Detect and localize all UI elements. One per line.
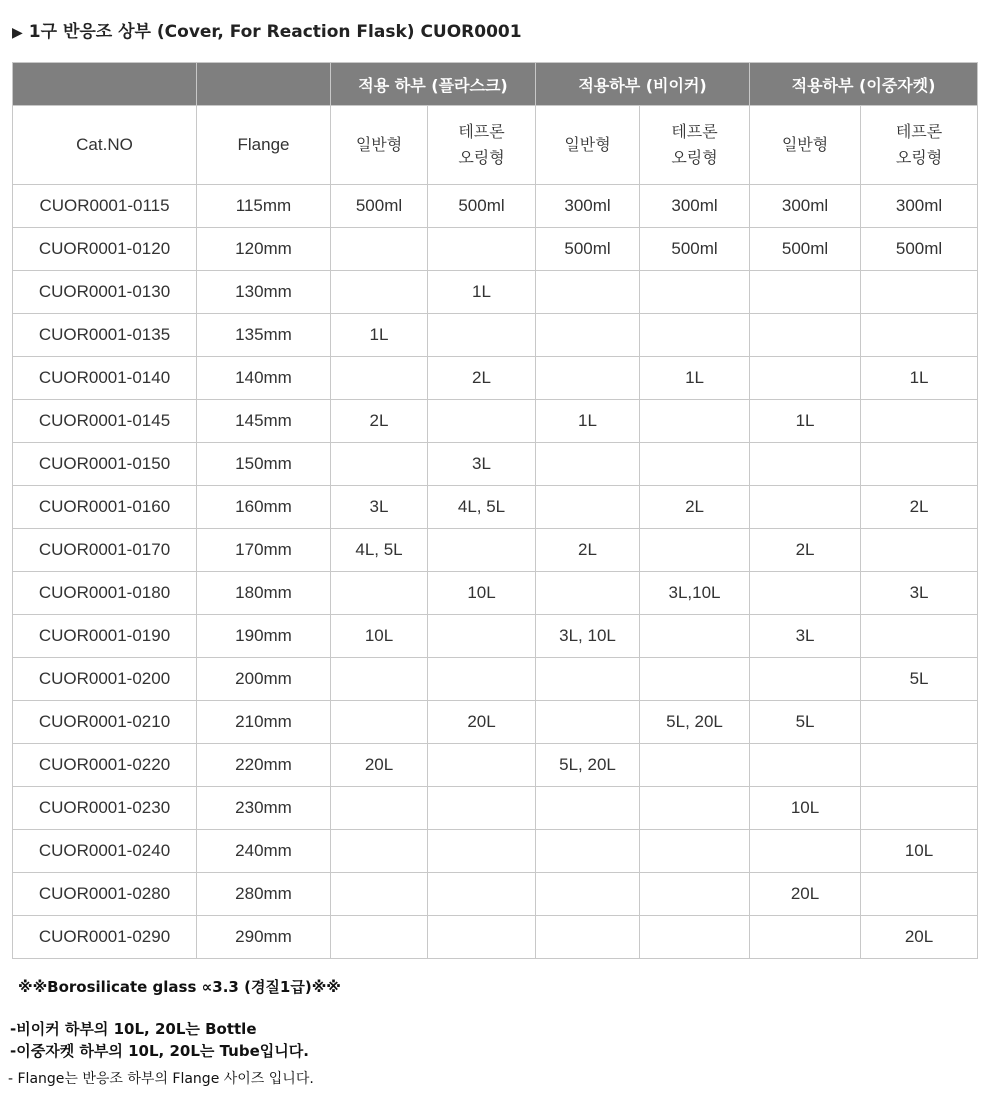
cell-cat-no: CUOR0001-0160 bbox=[13, 486, 197, 529]
cell-cat-no: CUOR0001-0135 bbox=[13, 314, 197, 357]
cell-volume: 20L bbox=[750, 873, 861, 916]
cell-volume bbox=[536, 572, 640, 615]
cell-volume: 1L bbox=[428, 271, 536, 314]
cell-flange: 120mm bbox=[197, 228, 331, 271]
cell-volume: 5L bbox=[861, 658, 978, 701]
cell-volume bbox=[640, 873, 750, 916]
header-flange: Flange bbox=[197, 106, 331, 185]
cell-volume bbox=[536, 701, 640, 744]
cell-volume bbox=[536, 787, 640, 830]
cell-cat-no: CUOR0001-0140 bbox=[13, 357, 197, 400]
table-row bbox=[13, 873, 978, 916]
header-sub-line: 오링형 bbox=[895, 148, 943, 167]
cell-flange: 115mm bbox=[197, 185, 331, 228]
cell-volume bbox=[536, 916, 640, 959]
cell-volume bbox=[750, 271, 861, 314]
header-blank-cell bbox=[13, 63, 197, 106]
cell-volume bbox=[331, 701, 428, 744]
cell-volume: 20L bbox=[331, 744, 428, 787]
header-sub-line: 오링형 bbox=[458, 148, 505, 167]
cell-volume bbox=[750, 443, 861, 486]
cell-volume: 2L bbox=[750, 529, 861, 572]
note-flange: - Flange는 반응조 하부의 Flange 사이즈 입니다. bbox=[8, 1071, 314, 1087]
cell-volume bbox=[640, 271, 750, 314]
header-sub-column bbox=[750, 106, 861, 185]
table-row bbox=[13, 916, 978, 959]
cell-volume bbox=[536, 658, 640, 701]
cell-cat-no: CUOR0001-0150 bbox=[13, 443, 197, 486]
cell-volume bbox=[536, 357, 640, 400]
cell-volume: 2L bbox=[536, 529, 640, 572]
cell-volume bbox=[861, 873, 978, 916]
cell-flange: 200mm bbox=[197, 658, 331, 701]
table-row bbox=[13, 314, 978, 357]
cell-volume: 2L bbox=[861, 486, 978, 529]
cell-volume: 500ml bbox=[428, 185, 536, 228]
table-row bbox=[13, 185, 978, 228]
note-glass: ※※Borosilicate glass ∝3.3 (경질1급)※※ bbox=[18, 978, 341, 996]
table-row bbox=[13, 572, 978, 615]
cell-volume: 2L bbox=[331, 400, 428, 443]
header-sub-column bbox=[861, 106, 978, 185]
cell-volume: 300ml bbox=[750, 185, 861, 228]
cell-volume bbox=[428, 658, 536, 701]
cell-cat-no: CUOR0001-0280 bbox=[13, 873, 197, 916]
cell-volume bbox=[331, 271, 428, 314]
cell-flange: 230mm bbox=[197, 787, 331, 830]
cell-volume bbox=[536, 314, 640, 357]
cell-volume bbox=[750, 314, 861, 357]
table-row bbox=[13, 443, 978, 486]
cell-cat-no: CUOR0001-0130 bbox=[13, 271, 197, 314]
cell-volume bbox=[640, 615, 750, 658]
cell-volume bbox=[428, 228, 536, 271]
cell-volume: 300ml bbox=[536, 185, 640, 228]
cell-volume: 3L bbox=[861, 572, 978, 615]
table-row bbox=[13, 400, 978, 443]
cell-volume bbox=[331, 873, 428, 916]
cell-volume: 1L bbox=[861, 357, 978, 400]
header-sub-line: 일반형 bbox=[781, 134, 829, 154]
cell-volume: 3L, 10L bbox=[536, 615, 640, 658]
table-row bbox=[13, 271, 978, 314]
cell-volume bbox=[640, 916, 750, 959]
cell-volume: 20L bbox=[428, 701, 536, 744]
cell-volume: 1L bbox=[536, 400, 640, 443]
cell-volume bbox=[861, 701, 978, 744]
cell-volume bbox=[536, 830, 640, 873]
cell-flange: 210mm bbox=[197, 701, 331, 744]
cell-volume bbox=[428, 529, 536, 572]
cell-volume bbox=[861, 744, 978, 787]
cell-cat-no: CUOR0001-0220 bbox=[13, 744, 197, 787]
cell-volume: 1L bbox=[750, 400, 861, 443]
header-sub-line: 일반형 bbox=[564, 134, 611, 154]
cell-cat-no: CUOR0001-0180 bbox=[13, 572, 197, 615]
cell-volume: 5L, 20L bbox=[536, 744, 640, 787]
note-jacket: -이중자켓 하부의 10L, 20L는 Tube입니다. bbox=[10, 1042, 309, 1060]
table-row bbox=[13, 744, 978, 787]
table-row bbox=[13, 830, 978, 873]
cell-volume bbox=[428, 916, 536, 959]
table-row bbox=[13, 658, 978, 701]
cell-cat-no: CUOR0001-0230 bbox=[13, 787, 197, 830]
cell-volume bbox=[640, 443, 750, 486]
cell-volume bbox=[536, 873, 640, 916]
cell-volume bbox=[861, 615, 978, 658]
table-row bbox=[13, 357, 978, 400]
cell-volume bbox=[750, 357, 861, 400]
cell-volume bbox=[331, 357, 428, 400]
cell-volume: 5L bbox=[750, 701, 861, 744]
cell-volume bbox=[428, 400, 536, 443]
cell-flange: 150mm bbox=[197, 443, 331, 486]
cell-volume bbox=[861, 787, 978, 830]
table-row bbox=[13, 787, 978, 830]
cell-volume bbox=[536, 486, 640, 529]
cell-volume: 2L bbox=[428, 357, 536, 400]
cell-flange: 240mm bbox=[197, 830, 331, 873]
cell-flange: 135mm bbox=[197, 314, 331, 357]
page-title-text: 1구 반응조 상부 (Cover, For Reaction Flask) CUOR0001 bbox=[28, 22, 522, 42]
cell-cat-no: CUOR0001-0210 bbox=[13, 701, 197, 744]
cell-volume bbox=[428, 830, 536, 873]
header-blank-cell bbox=[197, 63, 331, 106]
cell-volume bbox=[750, 916, 861, 959]
cell-volume bbox=[428, 787, 536, 830]
cell-volume: 1L bbox=[331, 314, 428, 357]
cell-volume bbox=[861, 529, 978, 572]
spec-table bbox=[12, 62, 978, 959]
cell-volume bbox=[640, 314, 750, 357]
cell-flange: 130mm bbox=[197, 271, 331, 314]
table-row bbox=[13, 701, 978, 744]
header-sub-line: 테프론 bbox=[458, 121, 505, 141]
cell-volume: 4L, 5L bbox=[428, 486, 536, 529]
cell-flange: 140mm bbox=[197, 357, 331, 400]
cell-volume bbox=[428, 615, 536, 658]
cell-volume bbox=[640, 529, 750, 572]
cell-flange: 160mm bbox=[197, 486, 331, 529]
cell-volume bbox=[536, 271, 640, 314]
header-sub-column bbox=[640, 106, 750, 185]
page-title bbox=[12, 17, 522, 42]
table-row bbox=[13, 615, 978, 658]
header-sub-column bbox=[536, 106, 640, 185]
cell-volume: 300ml bbox=[861, 185, 978, 228]
header-cat-no: Cat.NO bbox=[13, 106, 197, 185]
cell-volume: 4L, 5L bbox=[331, 529, 428, 572]
cell-volume: 500ml bbox=[861, 228, 978, 271]
cell-cat-no: CUOR0001-0290 bbox=[13, 916, 197, 959]
cell-volume bbox=[331, 787, 428, 830]
cell-volume: 500ml bbox=[640, 228, 750, 271]
cell-flange: 290mm bbox=[197, 916, 331, 959]
cell-cat-no: CUOR0001-0170 bbox=[13, 529, 197, 572]
header-sub-line: 테프론 bbox=[671, 121, 718, 141]
table-row bbox=[13, 486, 978, 529]
cell-volume: 2L bbox=[640, 486, 750, 529]
note-beaker: -비이커 하부의 10L, 20L는 Bottle bbox=[10, 1020, 257, 1038]
cell-volume: 10L bbox=[750, 787, 861, 830]
cell-volume bbox=[750, 744, 861, 787]
cell-volume: 5L, 20L bbox=[640, 701, 750, 744]
cell-volume: 10L bbox=[331, 615, 428, 658]
header-sub-column bbox=[331, 106, 428, 185]
cell-volume bbox=[640, 400, 750, 443]
cell-cat-no: CUOR0001-0200 bbox=[13, 658, 197, 701]
cell-volume: 500ml bbox=[750, 228, 861, 271]
cell-volume bbox=[331, 228, 428, 271]
cell-volume: 3L,10L bbox=[640, 572, 750, 615]
header-sub-line: 일반형 bbox=[355, 134, 403, 154]
cell-flange: 220mm bbox=[197, 744, 331, 787]
cell-volume bbox=[861, 400, 978, 443]
cell-volume: 3L bbox=[331, 486, 428, 529]
cell-flange: 190mm bbox=[197, 615, 331, 658]
cell-volume: 300ml bbox=[640, 185, 750, 228]
cell-volume bbox=[750, 572, 861, 615]
cell-volume bbox=[536, 443, 640, 486]
cell-volume bbox=[640, 744, 750, 787]
cell-volume: 20L bbox=[861, 916, 978, 959]
cell-cat-no: CUOR0001-0115 bbox=[13, 185, 197, 228]
header-group-flask: 적용 하부 (플라스크) bbox=[331, 63, 536, 106]
cell-volume: 3L bbox=[428, 443, 536, 486]
header-group-row bbox=[13, 63, 978, 106]
cell-volume bbox=[750, 830, 861, 873]
cell-volume bbox=[428, 314, 536, 357]
cell-volume bbox=[640, 658, 750, 701]
header-sub-column bbox=[428, 106, 536, 185]
cell-flange: 170mm bbox=[197, 529, 331, 572]
cell-volume: 500ml bbox=[536, 228, 640, 271]
table-row bbox=[13, 529, 978, 572]
cell-volume bbox=[861, 314, 978, 357]
cell-volume bbox=[331, 658, 428, 701]
cell-volume bbox=[428, 744, 536, 787]
header-sub-line: 오링형 bbox=[671, 148, 718, 167]
header-column-row bbox=[13, 106, 978, 185]
cell-volume bbox=[861, 443, 978, 486]
table-row bbox=[13, 228, 978, 271]
header-group-beaker: 적용하부 (비이커) bbox=[536, 63, 750, 106]
cell-cat-no: CUOR0001-0190 bbox=[13, 615, 197, 658]
cell-flange: 145mm bbox=[197, 400, 331, 443]
cell-volume: 10L bbox=[428, 572, 536, 615]
cell-volume: 10L bbox=[861, 830, 978, 873]
cell-volume bbox=[428, 873, 536, 916]
cell-volume: 1L bbox=[640, 357, 750, 400]
cell-volume bbox=[331, 916, 428, 959]
cell-cat-no: CUOR0001-0120 bbox=[13, 228, 197, 271]
cell-volume bbox=[861, 271, 978, 314]
cell-flange: 180mm bbox=[197, 572, 331, 615]
cell-cat-no: CUOR0001-0240 bbox=[13, 830, 197, 873]
cell-volume bbox=[640, 787, 750, 830]
cell-cat-no: CUOR0001-0145 bbox=[13, 400, 197, 443]
cell-volume: 3L bbox=[750, 615, 861, 658]
header-group-jacket: 적용하부 (이중자켓) bbox=[750, 63, 978, 106]
triangle-bullet-icon: ▶ bbox=[12, 25, 23, 41]
cell-volume bbox=[331, 830, 428, 873]
cell-volume bbox=[750, 658, 861, 701]
cell-volume: 500ml bbox=[331, 185, 428, 228]
header-sub-line: 테프론 bbox=[895, 121, 943, 141]
cell-volume bbox=[640, 830, 750, 873]
cell-volume bbox=[331, 572, 428, 615]
cell-volume bbox=[331, 443, 428, 486]
cell-flange: 280mm bbox=[197, 873, 331, 916]
cell-volume bbox=[750, 486, 861, 529]
